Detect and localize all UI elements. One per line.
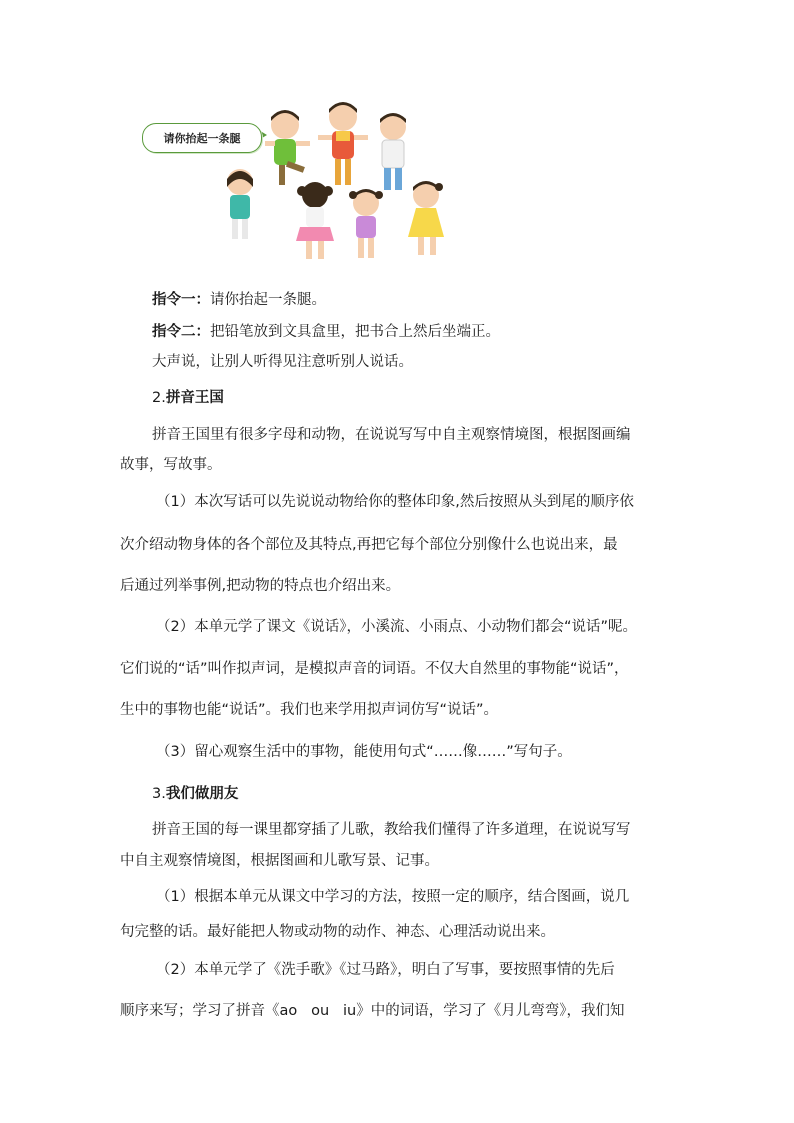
section3-p1-line2: 句完整的话。最好能把人物或动物的动作、神态、心理活动说出来。	[120, 924, 555, 940]
section2-title: 拼音王国	[165, 390, 224, 406]
speak-loud-text: 大声说，让别人听得见注意听别人说话。	[152, 354, 413, 370]
section3-heading	[152, 784, 712, 804]
section3-intro-line1: 拼音王国的每一课里都穿插了儿歌，教给我们懂得了许多道理，在说说写写	[152, 822, 631, 838]
girl-yellow-dress	[408, 181, 444, 255]
instruction-one	[152, 290, 712, 310]
section2-p1-line3: 后通过列举事例,把动物的特点也介绍出来。	[120, 578, 401, 594]
kids-illustration	[140, 95, 460, 275]
instruction-two-label: 指令二：	[152, 324, 210, 340]
section3-p1-line1: （1）根据本单元从课文中学习的方法，按照一定的顺序，结合图画，说几	[156, 889, 630, 905]
section3-number: 3.	[152, 786, 166, 802]
girl-teal-jacket	[227, 169, 253, 239]
girl-purple-top	[349, 189, 383, 258]
section2-p2-line2: 它们说的“话”叫作拟声词，是模拟声音的词语。不仅大自然里的事物能“说话”，	[120, 661, 629, 677]
section2-p1-line1: （1）本次写话可以先说说动物给你的整体印象,然后按照从头到尾的顺序依	[156, 494, 634, 510]
girl-pink-skirt	[296, 182, 334, 259]
instruction-one-label: 指令一：	[152, 292, 210, 308]
section3-title: 我们做朋友	[165, 786, 239, 802]
boy-green-vest	[265, 110, 310, 185]
section2-p2-line3: 生中的事物也能“说话”。我们也来学用拟声词仿写“说话”。	[120, 702, 499, 718]
section2-heading	[152, 388, 712, 408]
instruction-two	[152, 322, 712, 342]
section2-p1-line2: 次介绍动物身体的各个部位及其特点,再把它每个部位分别像什么也说出来，最	[120, 537, 618, 553]
children-playing-image	[140, 95, 460, 275]
instruction-two-text: 把铅笔放到文具盒里，把书合上然后坐端正。	[210, 324, 500, 340]
section3-p2-line1: （2）本单元学了《洗手歌》《过马路》，明白了写事，要按照事情的先后	[156, 962, 615, 978]
section2-intro-line2: 故事，写故事。	[120, 457, 222, 473]
section2-p2-line1: （2）本单元学了课文《说话》，小溪流、小雨点、小动物们都会“说话”呢。	[156, 619, 637, 635]
section3-p2-line2: 顺序来写；学习了拼音《ao ou iu》中的词语，学习了《月儿弯弯》，我们知	[120, 1003, 625, 1019]
section2-intro-line1: 拼音王国里有很多字母和动物，在说说写写中自主观察情境图，根据图画编	[152, 427, 631, 443]
section2-p3-line1: （3）留心观察生活中的事物，能使用句式“……像……”写句子。	[156, 744, 572, 760]
boy-red-shirt	[318, 102, 368, 185]
instruction-one-text: 请你抬起一条腿。	[210, 292, 326, 308]
section3-intro-line2: 中自主观察情境图，根据图画和儿歌写景、记事。	[120, 853, 439, 869]
boy-white-shirt	[380, 113, 406, 190]
speech-bubble: 请你抬起一条腿	[142, 123, 262, 153]
section2-number: 2.	[152, 390, 166, 406]
